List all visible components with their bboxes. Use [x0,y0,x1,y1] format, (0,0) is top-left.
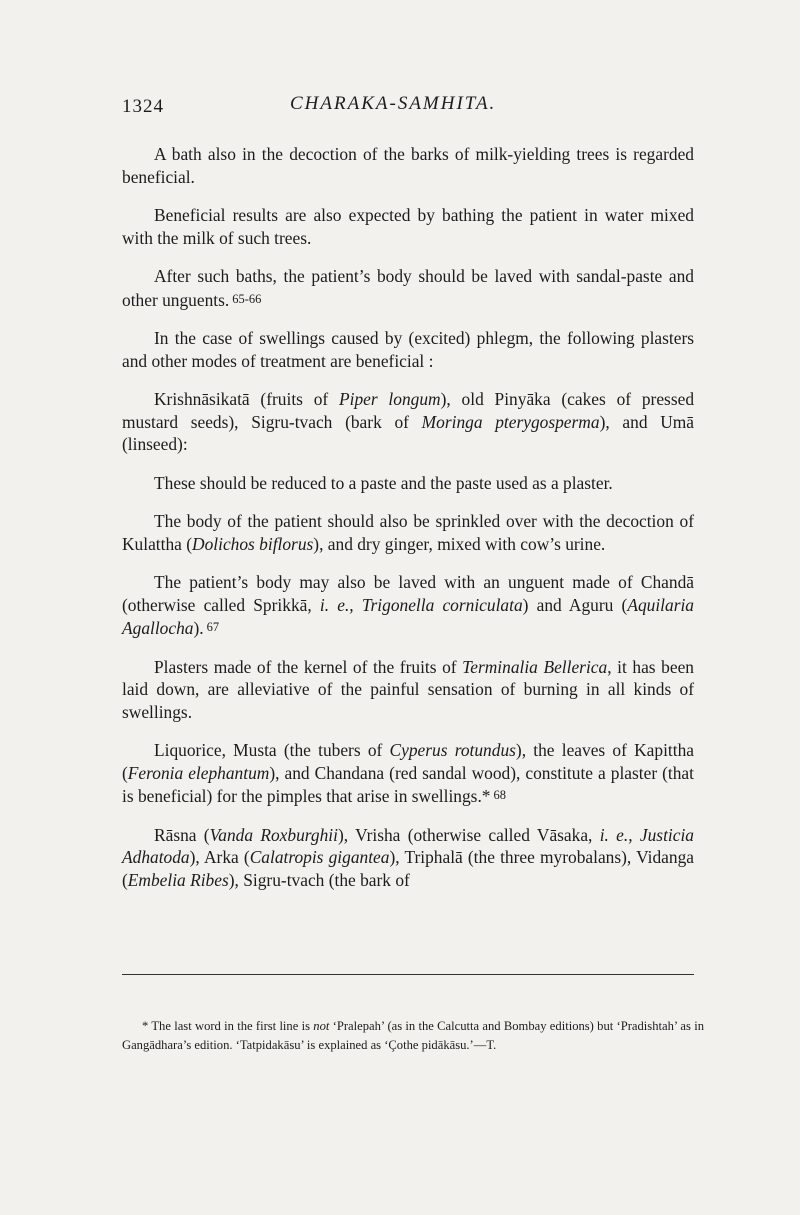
paragraph [122,143,694,188]
text-run: ), Arka ( [189,847,250,867]
verse-reference: 68 [493,788,506,802]
text-run: ), and Umā (linseed): [122,411,695,454]
paragraph [122,571,694,640]
verse-reference: 65-66 [232,291,262,306]
paragraph [122,656,694,724]
footnote-divider [122,974,694,975]
text-run: ), old Pinyāka (cakes of pressed mustard seeds), Sigru-tvach (bark of [122,389,695,432]
text-run: Liquorice, Musta (the tubers of [154,740,390,760]
paragraph [122,204,694,249]
text-run: Beneficial results are also expected by bathing the patient in water mixed with the milk of such trees. [122,205,694,248]
text-run: ). [193,618,204,638]
text-run: ) and Aguru ( [522,594,628,615]
text-run: ), and dry ginger, mixed with cow’s urine. [313,533,606,554]
text-run: After such baths, the patient’s body should be laved with sandal-paste and other unguents. [122,266,694,310]
paragraph [122,327,694,372]
italic-term: Dolichos biflorus [192,533,314,554]
text-run: The body of the patient should also be sprinkled over with the decoction of Kulattha ( [122,511,694,554]
text-run: Rāsna ( [154,824,210,845]
paragraph [122,388,694,456]
text-run: ‘Pralepah’ (as in the Calcutta and Bombay editions) but ‘Pradishtah’ as in Gangādhara’s edition. ‘Tatpidakāsu’ is explained as ‘Çothe pidākāsu.’—T. [122,1018,704,1052]
text-run [633,825,640,845]
running-title: CHARAKA-SAMHITA. [290,93,497,114]
footnote [122,1017,704,1055]
italic-term: Justicia Adhatoda [122,824,694,867]
verse-reference: 67 [206,620,220,634]
italic-term: Piper longum [339,389,441,409]
italic-term: Cyperus rotundus [389,740,516,760]
text-run: Krishnāsikatā (fruits of [154,389,339,409]
italic-term: Vanda Roxburghii [209,824,338,845]
page-number: 1324 [122,96,164,117]
italic-term: not [313,1018,330,1033]
text-run: Plasters made of the kernel of the fruits of [154,656,463,677]
text-run: , it has been laid down, are alleviative of the painful sensation of burning in all kinds of swellings. [122,656,694,722]
text-run: ), the leaves of Kapittha ( [122,740,694,783]
italic-term: Calatropis gigantea [249,847,390,867]
main-text [122,143,694,907]
text-run: The patient’s body may also be laved with an unguent made of Chandā (otherwise called Sprikkā, [122,572,694,615]
italic-term: Aquilaria Agallocha [122,594,694,638]
text-run: ), Triphalā (the three myrobalans), Vidanga ( [122,847,694,890]
italic-term: Feronia elephantum [127,762,270,783]
italic-term: Embelia Ribes [127,869,229,890]
text-run: * The last word in the first line is [142,1018,314,1033]
text-run: ), and Chandana (red sandal wood), constitute a plaster (that is beneficial) for the pimples that arise in swellings.* [122,762,694,806]
text-run: These should be reduced to a paste and the paste used as a plaster. [154,472,613,493]
text-run: ), Vrisha (otherwise called Vāsaka, [337,824,600,845]
italic-term: Terminalia Bellerica [462,656,608,677]
italic-term: i. e., [599,824,633,845]
text-run: In the case of swellings caused by (excited) phlegm, the following plasters and other modes of treatment are beneficial : [122,328,694,371]
text-run: A bath also in the decoction of the barks of milk-yielding trees is regarded beneficial. [122,144,694,187]
paragraph [122,510,694,555]
text-run: ), Sigru-tvach (the bark of [228,869,410,890]
italic-term: Moringa pterygosperma [421,411,600,432]
paragraph [122,739,694,808]
paragraph [122,824,694,892]
paragraph [122,265,694,311]
paragraph [122,472,694,495]
italic-term: i. e., [319,594,354,615]
italic-term: Trigonella corniculata [361,594,523,615]
text-run [354,595,362,615]
